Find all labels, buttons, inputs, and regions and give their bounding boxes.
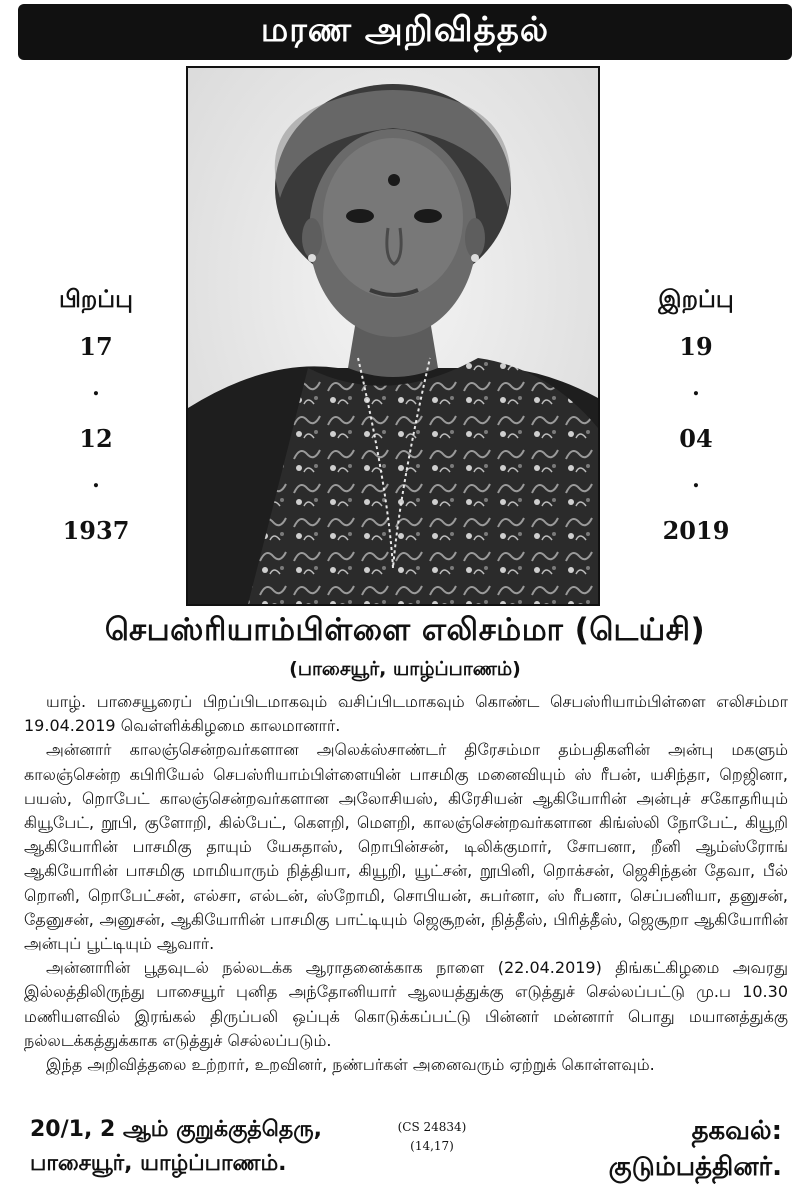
birth-separator: . <box>92 375 100 401</box>
address-line: பாசையூர், யாழ்ப்பாணம். <box>30 1151 287 1176</box>
birth-day: 17 <box>79 332 113 361</box>
death-date-column <box>626 282 766 552</box>
portrait-photo <box>186 66 600 606</box>
info-value: குடும்பத்தினர். <box>608 1152 782 1182</box>
paragraph: இந்த அறிவித்தலை உற்றார், உறவினர், நண்பர்கள் அனைவரும் ஏற்றுக் கொள்ளவும். <box>46 1055 655 1075</box>
deceased-place: (பாசையூர், யாழ்ப்பாணம்) <box>289 658 521 680</box>
reference-columns: (14,17) <box>410 1139 454 1153</box>
birth-date-column <box>26 282 166 552</box>
birth-month: 12 <box>79 424 113 453</box>
information-source <box>496 1113 782 1185</box>
birth-separator: . <box>92 467 100 493</box>
info-label: தகவல்: <box>691 1116 782 1146</box>
death-label: இறப்பு <box>658 285 734 313</box>
birth-year: 1937 <box>62 516 130 545</box>
deceased-name: செபஸ்ரியாம்பிள்ளை எலிசம்மா (டெய்சி) <box>104 612 706 648</box>
publication-reference <box>380 1118 484 1156</box>
paragraph: அன்னார் காலஞ்சென்றவர்களான அலெக்ஸ்சாண்டர் திரேசம்மா தம்பதிகளின் அன்பு மகளும் காலஞ்சென்ற கபிரியேல் செபஸ்ரியாம்பிள்ளையின் பாசமிகு மனைவியும் ஸ் ரீபன், யசிந்தா, றெஜினா, பயஸ், றொபேட் காலஞ்சென்றவர்களான அலோசியஸ், கிரேசியன் ஆகியோரின் அன்புச் சகோதரியும் கியூபேட், றூபி, குளோறி, கில்பேட், கௌறி, மௌறி, காலஞ்சென்றவர்களான கிங்ஸ்லி நோபேட், கியூறி ஆகியோரின் பாசமிகு தாயும் யேசுதாஸ், றொபின்சன், டிலிக்குமார், சோபனா, றீனி ஆம்ஸ்ரோங் ஆகியோரின் பாசமிகு மாமியாரும் நித்தியா, கியூறி, யூட்சன், றூபினி, றொக்சன், ஜெசிந்தன் தேவா, பீல் றொனி, றொபேட்சன், எல்சா, எல்டன், ஸ்றோமி, சொபியன், சுபர்னா, ஸ் ரீபனா, செப்பனியா, தனுசன், தேனுசன், அனுசன், ஆகியோரின் பாசமிகு பாட்டியும் ஜெசூறன், நித்தீஸ், பிரித்தீஸ், ஜெசூறா ஆகியோரின் அன்புப் பூட்டியும் ஆவார். <box>24 740 788 954</box>
death-separator: . <box>692 467 700 493</box>
reference-code: (CS 24834) <box>397 1120 467 1134</box>
death-separator: . <box>692 375 700 401</box>
portrait-illustration <box>188 68 598 604</box>
death-day: 19 <box>679 332 713 361</box>
death-year: 2019 <box>662 516 730 545</box>
death-month: 04 <box>679 424 713 453</box>
address-line: 20/1, 2 ஆம் குறுக்குத்தெரு, <box>30 1117 322 1142</box>
notice-title: மரண அறிவித்தல் <box>18 4 792 60</box>
notice-body <box>24 690 788 1077</box>
birth-label: பிறப்பு <box>59 285 133 313</box>
family-address <box>30 1113 380 1181</box>
paragraph: யாழ். பாசையூரைப் பிறப்பிடமாகவும் வசிப்பிடமாகவும் கொண்ட செபஸ்ரியாம்பிள்ளை எலிசம்மா 19.04.2019 வெள்ளிக்கிழமை காலமானார். <box>24 692 788 736</box>
paragraph: அன்னாரின் பூதவுடல் நல்லடக்க ஆராதனைக்காக நாளை (22.04.2019) திங்கட்கிழமை அவரது இல்லத்திலிருந்து பாசையூர் புனித அந்தோனியார் ஆலயத்துக்கு எடுத்துச் செல்லப்பட்டு மு.ப 10.30 மணியளவில் இரங்கல் திருப்பலி ஒப்புக் கொடுக்கப்பட்டு பின்னர் மன்னார் பொது மயானத்துக்கு நல்லடக்கத்துக்காக எடுத்துச் செல்லப்படும். <box>24 958 788 1050</box>
